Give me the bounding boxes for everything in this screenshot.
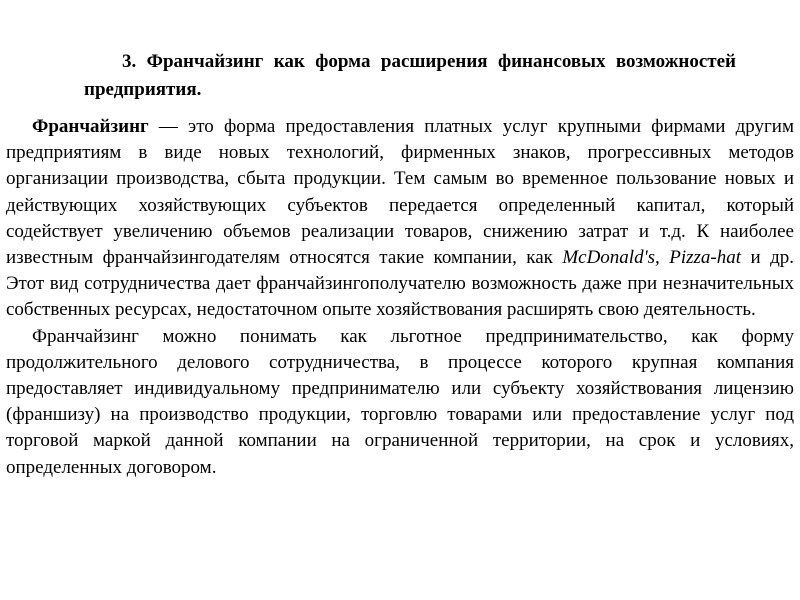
- paragraph-definition: [6, 114, 794, 324]
- example-company-pizza-hat: Pizza-hat: [669, 247, 742, 269]
- body-text: [6, 114, 794, 481]
- definition-text-continued: и др. Этот вид сотрудничества дает франчайзингополучателю возможность даже при незначительных собственных ресурсах, недостаточном опыте хозяйствования расширять свою деятельность.: [6, 247, 795, 321]
- term-franchising: Франчайзинг: [32, 116, 149, 137]
- definition-text: — это форма предоставления платных услуг крупными фирмами другим предприятиям в виде новых технологий, фирменных знаков, прогрессивных методов организации производства, сбыта продукции. Тем самым во временное пользование новых и действующих хозяйствующих субъектов передается определенный капитал, который содействует увеличению объемов реализации товаров, снижению затрат и т.д. К наиболее известным франчайзингодателям относятся такие компании, как: [6, 116, 794, 269]
- example-separator: ,: [655, 247, 670, 269]
- section-heading: 3. Франчайзинг как форма расширения финансовых возможностей предприятия.: [84, 51, 736, 100]
- paragraph-explanation: Франчайзинг можно понимать как льготное предпринимательство, как форму продолжительного делового сотрудничества, в процессе которого крупная компания предоставляет индивидуальному предпринимателю или субъекту хозяйствования лицензию (франшизу) на производство продукции, торговлю товарами или предоставление услуг под торговой маркой данной компании на ограниченной территории, на срок и условиях, определенных договором.: [6, 325, 794, 478]
- example-company-mcdonalds: McDonald's: [562, 247, 656, 269]
